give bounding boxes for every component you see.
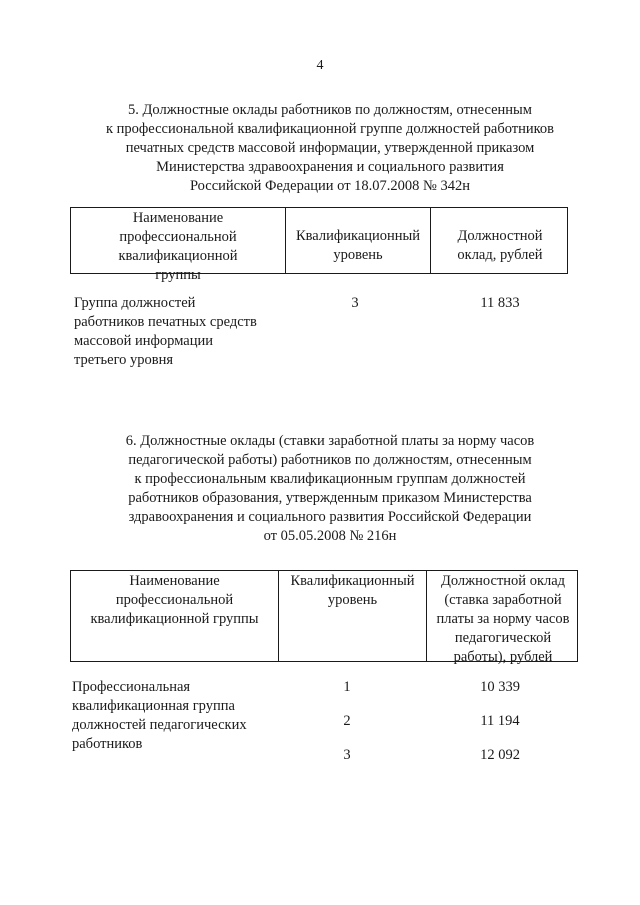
- heading-line: 6. Должностные оклады (ставки заработной платы за норму часов: [125, 433, 535, 449]
- group-name-line: работников: [72, 736, 143, 752]
- header-cell-salary: [426, 571, 579, 665]
- header-line: квалификационной: [118, 248, 238, 264]
- section-6-salary-1: 10 339: [480, 679, 520, 695]
- group-name-line: массовой информации: [74, 333, 214, 349]
- header-line: оклад, рублей: [457, 247, 543, 263]
- section-6-level-2: 2: [343, 713, 351, 729]
- section-6-level-3: 3: [343, 747, 351, 763]
- section-5-heading: [60, 101, 600, 196]
- header-line: группы: [155, 267, 201, 283]
- section-5-group-name: [74, 294, 257, 370]
- header-cell-salary: [430, 208, 569, 273]
- header-cell-group-name: [71, 208, 285, 283]
- heading-line: к профессиональной квалификационной группе должностей работников: [105, 121, 555, 137]
- header-line: Должностной оклад: [440, 573, 566, 589]
- header-line: Должностной: [457, 228, 543, 244]
- section-5-level: 3: [351, 295, 359, 311]
- group-name-line: Профессиональная: [72, 679, 191, 695]
- heading-line: Российской Федерации от 18.07.2008 № 342н: [189, 178, 471, 194]
- heading-line: Министерства здравоохранения и социального развития: [156, 159, 504, 175]
- header-line: квалификационной группы: [90, 611, 259, 627]
- header-cell-level: [285, 208, 430, 273]
- section-6-heading: [60, 432, 600, 546]
- header-line: Наименование: [129, 573, 220, 589]
- heading-line: педагогической работы) работников по должностям, отнесенным: [128, 452, 532, 468]
- group-name-line: Группа должностей: [74, 295, 196, 311]
- section-5-table-header: [70, 207, 568, 283]
- section-5-salary: 11 833: [480, 295, 520, 311]
- group-name-line: должностей педагогических: [72, 717, 247, 733]
- heading-line: к профессиональным квалификационным группам должностей: [134, 471, 526, 487]
- header-line: уровень: [327, 592, 378, 608]
- heading-line: печатных средств массовой информации, утвержденной приказом: [125, 140, 535, 156]
- heading-line: здравоохранения и социального развития Российской Федерации: [128, 509, 532, 525]
- header-line: Наименование: [132, 210, 224, 226]
- section-6-group-name: [72, 678, 247, 754]
- header-line: профессиональной: [115, 592, 234, 608]
- header-cell-group-name: [71, 571, 278, 661]
- header-line: уровень: [333, 247, 383, 263]
- heading-line: 5. Должностные оклады работников по должностям, отнесенным: [128, 102, 532, 118]
- group-name-line: квалификационная группа: [72, 698, 235, 714]
- section-6-salary-2: 11 194: [480, 713, 520, 729]
- section-6-table-header: [70, 570, 578, 665]
- header-line: Квалификационный: [295, 228, 421, 244]
- section-6-salary-3: 12 092: [480, 747, 520, 763]
- header-line: (ставка заработной: [444, 592, 562, 608]
- group-name-line: работников печатных средств: [74, 314, 257, 330]
- header-line: профессиональной: [119, 229, 237, 245]
- page-number: 4: [316, 58, 324, 73]
- header-line: педагогической: [454, 630, 552, 646]
- header-line: платы за норму часов: [436, 611, 570, 627]
- heading-line: работников образования, утвержденным приказом Министерства: [128, 490, 532, 506]
- header-line: работы), рублей: [453, 649, 553, 665]
- section-6-level-1: 1: [343, 679, 351, 695]
- header-line: Квалификационный: [290, 573, 415, 589]
- group-name-line: третьего уровня: [74, 352, 174, 368]
- heading-line: от 05.05.2008 № 216н: [263, 528, 397, 544]
- header-cell-level: [278, 571, 426, 661]
